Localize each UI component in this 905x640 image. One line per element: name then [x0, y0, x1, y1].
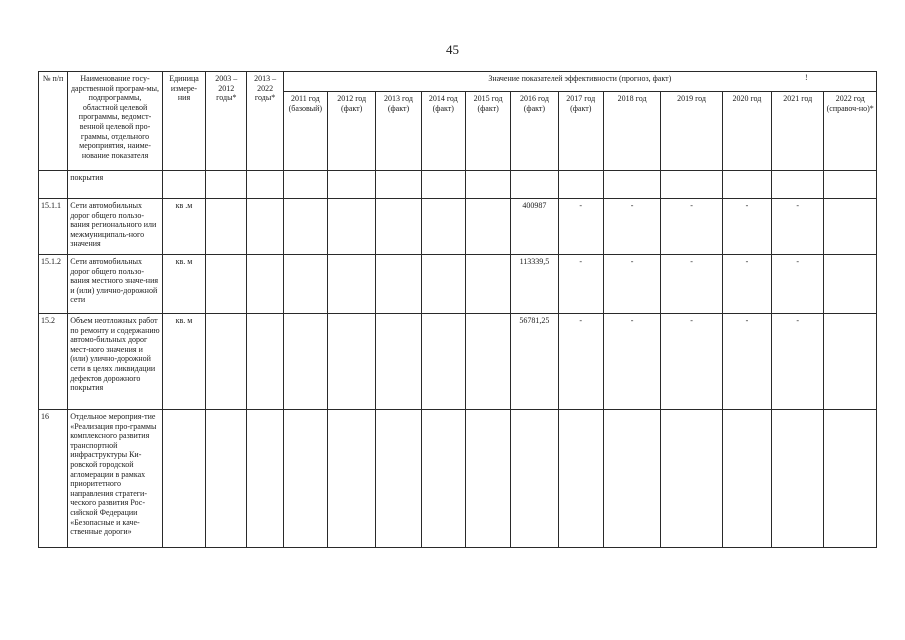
row-value — [824, 171, 877, 199]
row-value: 113339,5 — [511, 255, 558, 314]
row-value: - — [603, 314, 660, 410]
row-value — [328, 171, 376, 199]
row-name: Сети автомобильных дорог общего пользо-вания регионального или межмуниципаль-ного значения — [68, 199, 163, 255]
row-number: 15.2 — [39, 314, 68, 410]
row-period-2003-2012 — [206, 314, 247, 410]
row-name: Объем неотложных работ по ремонту и содержанию автомо-бильных дорог мест-ного значения и (или) улично-дорожной сети в целях ликвидации дефектов дорожного покрытия — [68, 314, 163, 410]
row-value: 400987 — [511, 199, 558, 255]
row-value: - — [558, 255, 603, 314]
row-value — [465, 171, 510, 199]
row-value: - — [722, 255, 771, 314]
row-period-2003-2012 — [206, 171, 247, 199]
row-value: - — [661, 199, 722, 255]
header-year: 2021 год — [772, 92, 824, 171]
row-value — [376, 410, 421, 548]
row-value — [465, 255, 510, 314]
page-number: 45 — [446, 42, 459, 57]
row-number: 16 — [39, 410, 68, 548]
row-value — [283, 255, 327, 314]
table-row — [39, 255, 877, 314]
table-row — [39, 199, 877, 255]
row-period-2013-2022 — [247, 255, 283, 314]
row-unit: кв. м — [162, 314, 205, 410]
header-year: 2022 год (справоч-но)* — [824, 92, 877, 171]
header-year: 2015 год (факт) — [465, 92, 510, 171]
row-value — [511, 171, 558, 199]
row-value: - — [603, 199, 660, 255]
row-unit: кв. м — [162, 255, 205, 314]
row-value — [421, 410, 465, 548]
header-year: 2012 год (факт) — [328, 92, 376, 171]
row-value: - — [558, 314, 603, 410]
row-period-2013-2022 — [247, 199, 283, 255]
row-name: покрытия — [68, 171, 163, 199]
row-value — [421, 314, 465, 410]
row-value — [283, 171, 327, 199]
row-value — [772, 410, 824, 548]
row-name: Сети автомобильных дорог общего пользо-вания местного значе-ния и (или) улично-дорожной сети — [68, 255, 163, 314]
row-value — [465, 314, 510, 410]
row-value — [328, 314, 376, 410]
row-value: - — [722, 199, 771, 255]
row-value — [722, 171, 771, 199]
row-value — [661, 171, 722, 199]
row-value — [421, 171, 465, 199]
row-value — [824, 199, 877, 255]
row-value: 56781,25 — [511, 314, 558, 410]
row-number — [39, 171, 68, 199]
row-unit — [162, 171, 205, 199]
row-period-2003-2012 — [206, 410, 247, 548]
row-value — [558, 171, 603, 199]
row-value — [283, 199, 327, 255]
row-value — [283, 314, 327, 410]
row-number: 15.1.2 — [39, 255, 68, 314]
row-value — [511, 410, 558, 548]
row-value — [824, 410, 877, 548]
header-unit: Единица измере-ния — [162, 72, 205, 171]
header-period-2013-2022: 2013 – 2022 годы* — [247, 72, 283, 171]
row-value — [421, 199, 465, 255]
row-value — [376, 314, 421, 410]
row-period-2013-2022 — [247, 171, 283, 199]
row-value: - — [661, 255, 722, 314]
table-row — [39, 171, 877, 199]
header-year: 2013 год (факт) — [376, 92, 421, 171]
row-value: - — [722, 314, 771, 410]
header-year: 2019 год — [661, 92, 722, 171]
row-value: - — [772, 314, 824, 410]
header-year: 2020 год — [722, 92, 771, 171]
indicators-table — [38, 71, 877, 548]
row-value: - — [603, 255, 660, 314]
header-year: 2017 год (факт) — [558, 92, 603, 171]
row-value — [558, 410, 603, 548]
row-value — [603, 410, 660, 548]
row-value — [328, 255, 376, 314]
row-value — [376, 171, 421, 199]
header-num: № п/п — [39, 72, 68, 171]
row-value — [283, 410, 327, 548]
header-year: 2014 год (факт) — [421, 92, 465, 171]
row-unit — [162, 410, 205, 548]
row-value: - — [558, 199, 603, 255]
row-value — [722, 410, 771, 548]
row-value — [603, 171, 660, 199]
header-name: Наименование госу-дарственной програм-мы, подпрограммы, областной целевой программы, ведомст-венной целевой про-граммы, отдельного мероприятия, наиме-нование показателя — [68, 72, 163, 171]
header-period-2003-2012: 2003 – 2012 годы* — [206, 72, 247, 171]
row-name: Отдельное мероприя-тие «Реализация про-граммы комплексного развития транспортной инфраструктуры Ки-ровской городской агломерации в рамках приоритетного направления стратеги-ческого развития Рос-сийской Федерации «Безопасные и каче-ственные дороги» — [68, 410, 163, 548]
row-value — [465, 410, 510, 548]
row-period-2003-2012 — [206, 199, 247, 255]
row-period-2003-2012 — [206, 255, 247, 314]
row-period-2013-2022 — [247, 314, 283, 410]
row-value: - — [772, 255, 824, 314]
row-value — [328, 410, 376, 548]
row-value — [824, 255, 877, 314]
row-value — [661, 410, 722, 548]
row-value — [772, 171, 824, 199]
row-value — [376, 199, 421, 255]
row-number: 15.1.1 — [39, 199, 68, 255]
row-value — [328, 199, 376, 255]
table-row — [39, 410, 877, 548]
header-year: 2018 год — [603, 92, 660, 171]
row-value: - — [661, 314, 722, 410]
table-row — [39, 314, 877, 410]
row-value — [824, 314, 877, 410]
row-period-2013-2022 — [247, 410, 283, 548]
margin-mark: ! — [805, 73, 808, 82]
header-year: 2011 год (базовый) — [283, 92, 327, 171]
header-indicator-group: Значение показателей эффективности (прогноз, факт) — [283, 72, 876, 92]
row-value — [465, 199, 510, 255]
row-value — [376, 255, 421, 314]
row-value: - — [772, 199, 824, 255]
row-value — [421, 255, 465, 314]
header-year: 2016 год (факт) — [511, 92, 558, 171]
row-unit: кв .м — [162, 199, 205, 255]
